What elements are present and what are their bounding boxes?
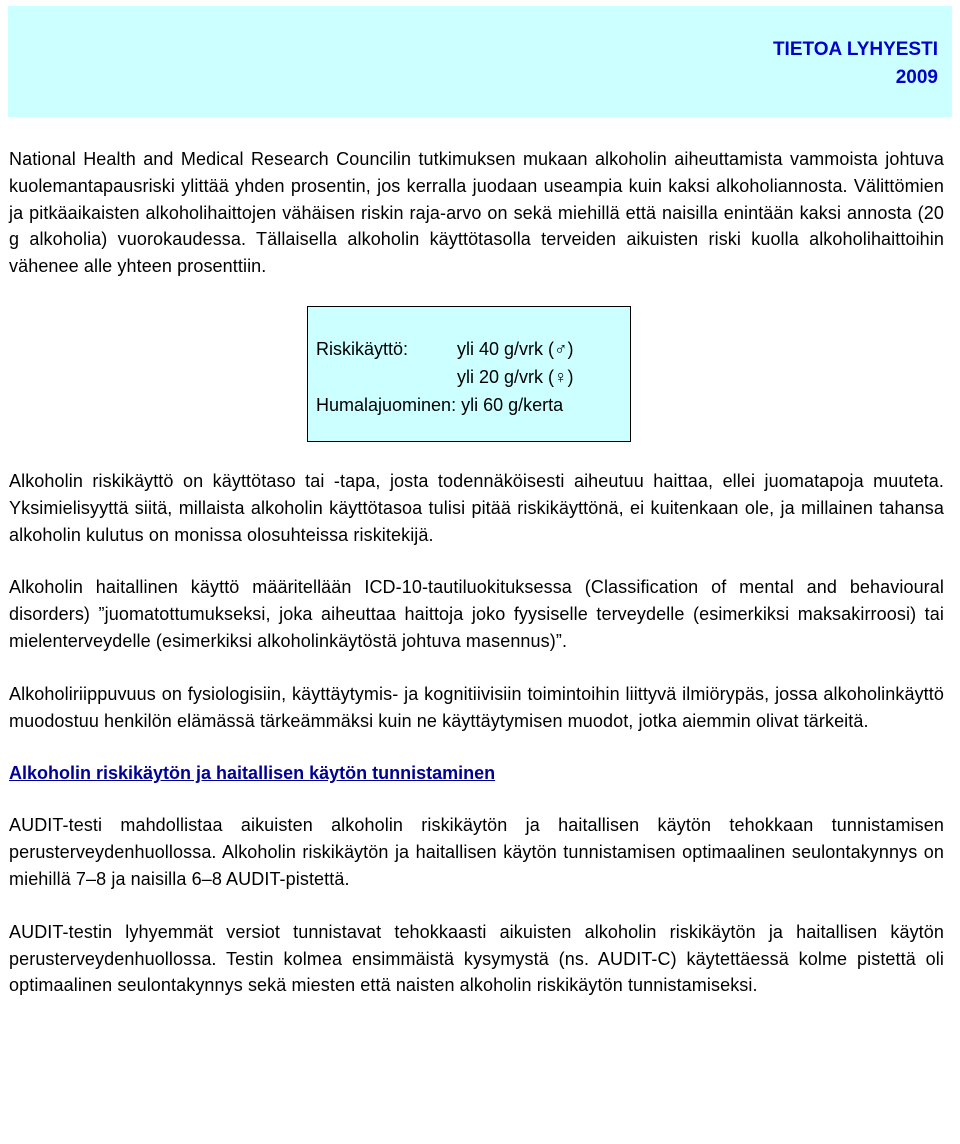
document-body	[9, 146, 944, 1025]
paragraph-audit-test: AUDIT-testi mahdollistaa aikuisten alkoholin riskikäytön ja haitallisen käytön tehokkaan tunnistamisen perusterveydenhuollossa. Alkoholin riskikäytön ja haitallisen käytön tunnistamisen optimaalinen seulontakynnys on miehillä 7–8 ja naisilla 6–8 AUDIT-pistettä.	[9, 815, 944, 889]
header-title-text: TIETOA LYHYESTI	[772, 39, 938, 60]
risk-row-binge: Humalajuominen: yli 60 g/kerta	[316, 394, 564, 415]
risk-male-limit: yli 40 g/vrk (♂)	[457, 338, 574, 359]
risk-definition-box	[307, 306, 631, 442]
risk-row-female	[316, 363, 630, 391]
risk-label: Riskikäyttö:	[316, 338, 409, 359]
header-title	[773, 36, 938, 92]
risk-female-limit: yli 20 g/vrk (♀)	[457, 366, 574, 387]
paragraph-audit-short: AUDIT-testin lyhyemmät versiot tunnistavat tehokkaasti aikuisten alkoholin riskikäytön ja haitallisen käytön perusterveydenhuollossa. Testin kolmea ensimmäistä kysymystä (ns. AUDIT-C) käytettäessä kolme pistettä oli optimaalinen seulontakynnys sekä miesten että naisten alkoholin riskikäytön tunnistamiseksi.	[9, 921, 944, 996]
risk-row-male	[316, 335, 630, 363]
paragraph-harmful-use: Alkoholin haitallinen käyttö määritellään ICD-10-tautiluokituksessa (Classification of mental and behavioural disorders) ”juomatottumukseksi, joka aiheuttaa haittoja joko fyysiselle terveydelle (esimerkiksi maksakirroosi) tai mielenterveydelle (esimerkiksi alkoholinkäytöstä johtuva masennus)”.	[9, 577, 944, 651]
section-heading: Alkoholin riskikäytön ja haitallisen käytön tunnistaminen	[9, 763, 496, 784]
header-banner	[8, 6, 952, 117]
paragraph-dependence: Alkoholiriippuvuus on fysiologisiin, käyttäytymis- ja kognitiivisiin toimintoihin liittyvä ilmiörypäs, jossa alkoholinkäyttö muodostuu henkilön elämässä tärkeämmäksi kuin ne käyttäytymisen muodot, jotka aiemmin olivat tärkeitä.	[9, 683, 944, 731]
header-year: 2009	[895, 67, 938, 88]
paragraph-risk-threshold: National Health and Medical Research Councilin tutkimuksen mukaan alkoholin aiheuttamista vammoista johtuva kuolemantapausriski ylittää yhden prosentin, jos kerralla juodaan useampia kuin kaksi alkoholiannosta. Välittömien ja pitkäaikaisten alkoholihaittojen vähäisen riskin raja-arvo on sekä miehillä että naisilla enintään kaksi annosta (20 g alkoholia) vuorokaudessa. Tällaisella alkoholin käyttötasolla terveiden aikuisten riski kuolla alkoholihaittoihin vähenee alle yhteen prosenttiin.	[9, 149, 944, 277]
paragraph-risk-use: Alkoholin riskikäyttö on käyttötaso tai -tapa, josta todennäköisesti aiheutuu haittaa, ellei juomatapoja muuteta. Yksimielisyyttä siitä, millaista alkoholin käyttötasoa tulisi pitää riskikäyttönä, ei kuitenkaan ole, ja millainen tahansa alkoholin kulutus on monissa olosuhteissa riskitekijä.	[9, 470, 944, 545]
